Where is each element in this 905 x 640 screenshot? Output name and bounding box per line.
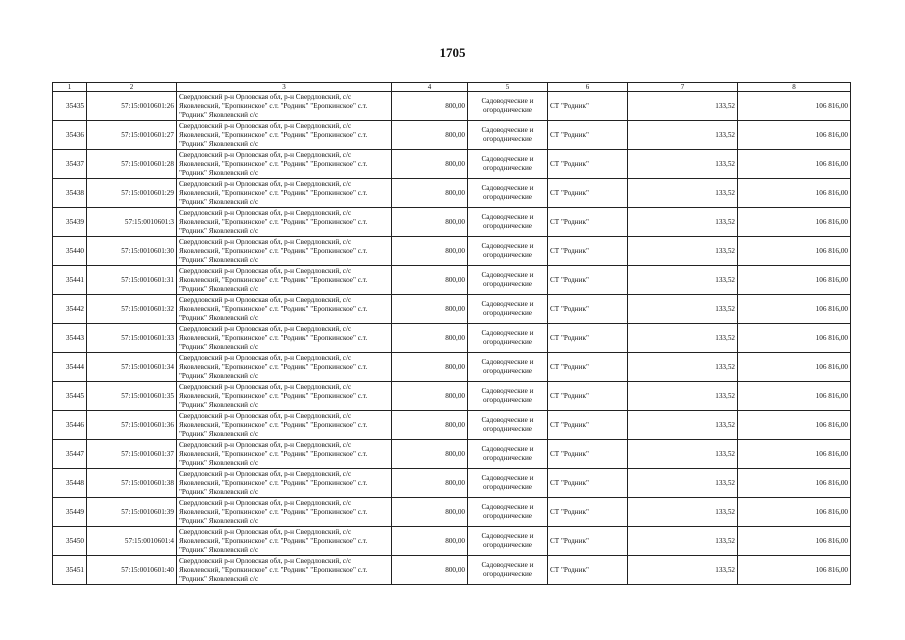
address-cell: Свердловский р-н Орловская обл, р-н Свердловский, с/с Яковлевский, "Еропкинское" с.т. "Родник" "Еропкинское" с.т. "Родник" Яковлевский с/с [177, 295, 392, 324]
cadastral-number-cell: 57:15:0010601:4 [87, 527, 177, 556]
row-number-cell: 35441 [53, 266, 87, 295]
area-cell: 800,00 [392, 266, 468, 295]
owner-cell: СТ "Родник" [548, 208, 628, 237]
unit-value-cell: 133,52 [628, 469, 738, 498]
address-cell: Свердловский р-н Орловская обл, р-н Свердловский, с/с Яковлевский, "Еропкинское" с.т. "Родник" "Еропкинское" с.т. "Родник" Яковлевский с/с [177, 556, 392, 585]
address-cell: Свердловский р-н Орловская обл, р-н Свердловский, с/с Яковлевский, "Еропкинское" с.т. "Родник" "Еропкинское" с.т. "Родник" Яковлевский с/с [177, 237, 392, 266]
cadastral-number-cell: 57:15:0010601:28 [87, 150, 177, 179]
cadastral-number-cell: 57:15:0010601:30 [87, 237, 177, 266]
unit-value-cell: 133,52 [628, 353, 738, 382]
owner-cell: СТ "Родник" [548, 179, 628, 208]
cadastral-number-cell: 57:15:0010601:35 [87, 382, 177, 411]
area-cell: 800,00 [392, 411, 468, 440]
owner-cell: СТ "Родник" [548, 527, 628, 556]
address-cell: Свердловский р-н Орловская обл, р-н Свердловский, с/с Яковлевский, "Еропкинское" с.т. "Родник" "Еропкинское" с.т. "Родник" Яковлевский с/с [177, 382, 392, 411]
address-cell: Свердловский р-н Орловская обл, р-н Свердловский, с/с Яковлевский, "Еропкинское" с.т. "Родник" "Еропкинское" с.т. "Родник" Яковлевский с/с [177, 121, 392, 150]
owner-cell: СТ "Родник" [548, 295, 628, 324]
address-cell: Свердловский р-н Орловская обл, р-н Свердловский, с/с Яковлевский, "Еропкинское" с.т. "Родник" "Еропкинское" с.т. "Родник" Яковлевский с/с [177, 440, 392, 469]
area-cell: 800,00 [392, 498, 468, 527]
area-cell: 800,00 [392, 353, 468, 382]
cadastral-number-cell: 57:15:0010601:29 [87, 179, 177, 208]
cadastral-value-cell: 106 816,00 [738, 237, 851, 266]
unit-value-cell: 133,52 [628, 121, 738, 150]
table-row [53, 440, 851, 469]
cadastral-number-cell: 57:15:0010601:36 [87, 411, 177, 440]
row-number-cell: 35438 [53, 179, 87, 208]
table-row [53, 208, 851, 237]
row-number-cell: 35448 [53, 469, 87, 498]
land-use-cell: Садоводческие и огороднические [468, 440, 548, 469]
cadastral-number-cell: 57:15:0010601:39 [87, 498, 177, 527]
row-number-cell: 35444 [53, 353, 87, 382]
area-cell: 800,00 [392, 237, 468, 266]
area-cell: 800,00 [392, 150, 468, 179]
table-row [53, 179, 851, 208]
unit-value-cell: 133,52 [628, 324, 738, 353]
address-cell: Свердловский р-н Орловская обл, р-н Свердловский, с/с Яковлевский, "Еропкинское" с.т. "Родник" "Еропкинское" с.т. "Родник" Яковлевский с/с [177, 411, 392, 440]
unit-value-cell: 133,52 [628, 266, 738, 295]
cadastral-number-cell: 57:15:0010601:38 [87, 469, 177, 498]
cadastral-value-cell: 106 816,00 [738, 324, 851, 353]
table-row [53, 527, 851, 556]
cadastral-value-cell: 106 816,00 [738, 179, 851, 208]
cadastral-value-cell: 106 816,00 [738, 556, 851, 585]
land-use-cell: Садоводческие и огороднические [468, 382, 548, 411]
owner-cell: СТ "Родник" [548, 92, 628, 121]
owner-cell: СТ "Родник" [548, 440, 628, 469]
address-cell: Свердловский р-н Орловская обл, р-н Свердловский, с/с Яковлевский, "Еропкинское" с.т. "Родник" "Еропкинское" с.т. "Родник" Яковлевский с/с [177, 353, 392, 382]
table-row [53, 382, 851, 411]
area-cell: 800,00 [392, 179, 468, 208]
land-use-cell: Садоводческие и огороднические [468, 179, 548, 208]
row-number-cell: 35445 [53, 382, 87, 411]
area-cell: 800,00 [392, 324, 468, 353]
row-number-cell: 35439 [53, 208, 87, 237]
cadastral-value-cell: 106 816,00 [738, 353, 851, 382]
cadastral-value-cell: 106 816,00 [738, 92, 851, 121]
unit-value-cell: 133,52 [628, 179, 738, 208]
address-cell: Свердловский р-н Орловская обл, р-н Свердловский, с/с Яковлевский, "Еропкинское" с.т. "Родник" "Еропкинское" с.т. "Родник" Яковлевский с/с [177, 208, 392, 237]
cadastral-number-cell: 57:15:0010601:32 [87, 295, 177, 324]
cadastral-value-cell: 106 816,00 [738, 382, 851, 411]
row-number-cell: 35437 [53, 150, 87, 179]
land-use-cell: Садоводческие и огороднические [468, 324, 548, 353]
unit-value-cell: 133,52 [628, 440, 738, 469]
column-header: 6 [548, 83, 628, 92]
address-cell: Свердловский р-н Орловская обл, р-н Свердловский, с/с Яковлевский, "Еропкинское" с.т. "Родник" "Еропкинское" с.т. "Родник" Яковлевский с/с [177, 324, 392, 353]
land-use-cell: Садоводческие и огороднические [468, 237, 548, 266]
cadastral-number-cell: 57:15:0010601:26 [87, 92, 177, 121]
area-cell: 800,00 [392, 382, 468, 411]
column-header: 3 [177, 83, 392, 92]
table-row [53, 295, 851, 324]
unit-value-cell: 133,52 [628, 150, 738, 179]
cadastral-number-cell: 57:15:0010601:37 [87, 440, 177, 469]
area-cell: 800,00 [392, 527, 468, 556]
column-number-row [53, 83, 851, 92]
unit-value-cell: 133,52 [628, 382, 738, 411]
land-use-cell: Садоводческие и огороднические [468, 498, 548, 527]
area-cell: 800,00 [392, 295, 468, 324]
table-row [53, 237, 851, 266]
cadastral-number-cell: 57:15:0010601:3 [87, 208, 177, 237]
address-cell: Свердловский р-н Орловская обл, р-н Свердловский, с/с Яковлевский, "Еропкинское" с.т. "Родник" "Еропкинское" с.т. "Родник" Яковлевский с/с [177, 179, 392, 208]
area-cell: 800,00 [392, 208, 468, 237]
row-number-cell: 35435 [53, 92, 87, 121]
owner-cell: СТ "Родник" [548, 324, 628, 353]
unit-value-cell: 133,52 [628, 411, 738, 440]
unit-value-cell: 133,52 [628, 92, 738, 121]
table-row [53, 121, 851, 150]
unit-value-cell: 133,52 [628, 498, 738, 527]
cadastral-value-cell: 106 816,00 [738, 498, 851, 527]
cadastral-value-cell: 106 816,00 [738, 295, 851, 324]
column-header: 7 [628, 83, 738, 92]
address-cell: Свердловский р-н Орловская обл, р-н Свердловский, с/с Яковлевский, "Еропкинское" с.т. "Родник" "Еропкинское" с.т. "Родник" Яковлевский с/с [177, 498, 392, 527]
area-cell: 800,00 [392, 121, 468, 150]
land-use-cell: Садоводческие и огороднические [468, 353, 548, 382]
address-cell: Свердловский р-н Орловская обл, р-н Свердловский, с/с Яковлевский, "Еропкинское" с.т. "Родник" "Еропкинское" с.т. "Родник" Яковлевский с/с [177, 266, 392, 295]
table-row [53, 498, 851, 527]
cadastral-number-cell: 57:15:0010601:34 [87, 353, 177, 382]
cadastral-value-cell: 106 816,00 [738, 208, 851, 237]
owner-cell: СТ "Родник" [548, 150, 628, 179]
table-row [53, 556, 851, 585]
land-use-cell: Садоводческие и огороднические [468, 295, 548, 324]
land-use-cell: Садоводческие и огороднические [468, 556, 548, 585]
row-number-cell: 35446 [53, 411, 87, 440]
cadastral-value-cell: 106 816,00 [738, 266, 851, 295]
table-row [53, 353, 851, 382]
column-header: 5 [468, 83, 548, 92]
cadastral-value-cell: 106 816,00 [738, 527, 851, 556]
area-cell: 800,00 [392, 440, 468, 469]
cadastral-number-cell: 57:15:0010601:33 [87, 324, 177, 353]
table-row [53, 92, 851, 121]
land-use-cell: Садоводческие и огороднические [468, 266, 548, 295]
unit-value-cell: 133,52 [628, 295, 738, 324]
cadastral-value-cell: 106 816,00 [738, 440, 851, 469]
owner-cell: СТ "Родник" [548, 266, 628, 295]
row-number-cell: 35451 [53, 556, 87, 585]
land-use-cell: Садоводческие и огороднические [468, 150, 548, 179]
land-registry-table [52, 82, 851, 585]
address-cell: Свердловский р-н Орловская обл, р-н Свердловский, с/с Яковлевский, "Еропкинское" с.т. "Родник" "Еропкинское" с.т. "Родник" Яковлевский с/с [177, 527, 392, 556]
owner-cell: СТ "Родник" [548, 353, 628, 382]
land-use-cell: Садоводческие и огороднические [468, 469, 548, 498]
unit-value-cell: 133,52 [628, 237, 738, 266]
table-row [53, 150, 851, 179]
unit-value-cell: 133,52 [628, 527, 738, 556]
owner-cell: СТ "Родник" [548, 498, 628, 527]
column-header: 8 [738, 83, 851, 92]
table-row [53, 411, 851, 440]
page-number: 1705 [439, 45, 466, 60]
row-number-cell: 35440 [53, 237, 87, 266]
owner-cell: СТ "Родник" [548, 556, 628, 585]
land-use-cell: Садоводческие и огороднические [468, 527, 548, 556]
owner-cell: СТ "Родник" [548, 382, 628, 411]
cadastral-value-cell: 106 816,00 [738, 150, 851, 179]
cadastral-number-cell: 57:15:0010601:40 [87, 556, 177, 585]
land-use-cell: Садоводческие и огороднические [468, 411, 548, 440]
column-header: 4 [392, 83, 468, 92]
cadastral-value-cell: 106 816,00 [738, 469, 851, 498]
address-cell: Свердловский р-н Орловская обл, р-н Свердловский, с/с Яковлевский, "Еропкинское" с.т. "Родник" "Еропкинское" с.т. "Родник" Яковлевский с/с [177, 150, 392, 179]
table-row [53, 324, 851, 353]
row-number-cell: 35449 [53, 498, 87, 527]
address-cell: Свердловский р-н Орловская обл, р-н Свердловский, с/с Яковлевский, "Еропкинское" с.т. "Родник" "Еропкинское" с.т. "Родник" Яковлевский с/с [177, 92, 392, 121]
row-number-cell: 35436 [53, 121, 87, 150]
land-use-cell: Садоводческие и огороднические [468, 208, 548, 237]
unit-value-cell: 133,52 [628, 556, 738, 585]
row-number-cell: 35450 [53, 527, 87, 556]
cadastral-number-cell: 57:15:0010601:27 [87, 121, 177, 150]
table-row [53, 469, 851, 498]
owner-cell: СТ "Родник" [548, 469, 628, 498]
area-cell: 800,00 [392, 556, 468, 585]
row-number-cell: 35447 [53, 440, 87, 469]
owner-cell: СТ "Родник" [548, 237, 628, 266]
column-header: 2 [87, 83, 177, 92]
row-number-cell: 35443 [53, 324, 87, 353]
area-cell: 800,00 [392, 469, 468, 498]
address-cell: Свердловский р-н Орловская обл, р-н Свердловский, с/с Яковлевский, "Еропкинское" с.т. "Родник" "Еропкинское" с.т. "Родник" Яковлевский с/с [177, 469, 392, 498]
unit-value-cell: 133,52 [628, 208, 738, 237]
land-use-cell: Садоводческие и огороднические [468, 121, 548, 150]
owner-cell: СТ "Родник" [548, 121, 628, 150]
area-cell: 800,00 [392, 92, 468, 121]
cadastral-value-cell: 106 816,00 [738, 121, 851, 150]
table-row [53, 266, 851, 295]
land-use-cell: Садоводческие и огороднические [468, 92, 548, 121]
column-header: 1 [53, 83, 87, 92]
cadastral-number-cell: 57:15:0010601:31 [87, 266, 177, 295]
row-number-cell: 35442 [53, 295, 87, 324]
owner-cell: СТ "Родник" [548, 411, 628, 440]
cadastral-value-cell: 106 816,00 [738, 411, 851, 440]
